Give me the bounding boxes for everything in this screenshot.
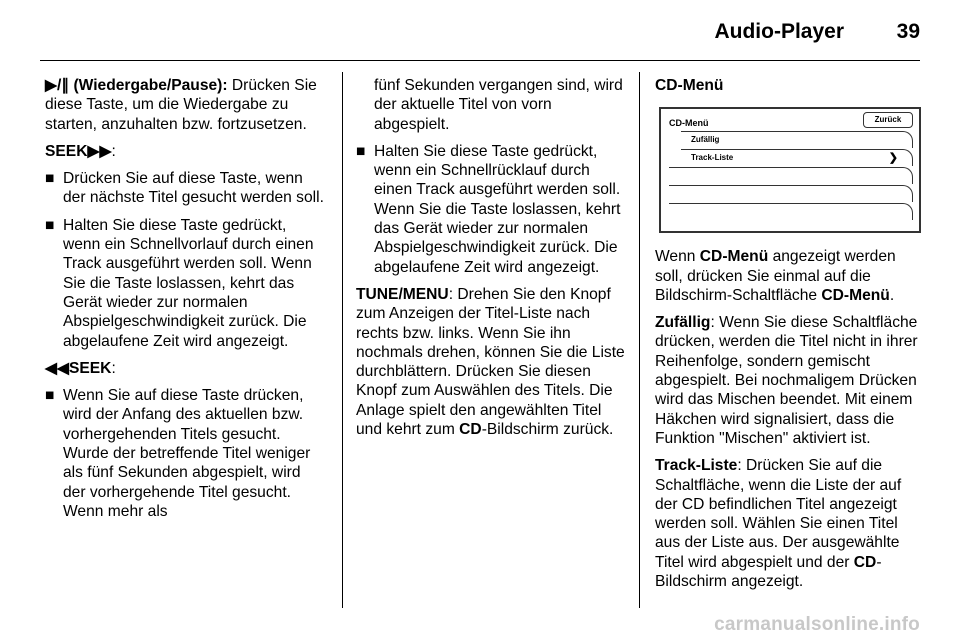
bullet-icon: ■: [356, 142, 366, 160]
figure-row-label: Zufällig: [691, 135, 720, 145]
track-list-paragraph: [655, 456, 920, 591]
header-rule: [40, 60, 920, 61]
tune-menu-label: TUNE/MENU: [356, 285, 449, 303]
column-3: [655, 76, 920, 599]
figure-title: CD-Menü: [669, 118, 709, 129]
seek-forward-heading: [45, 142, 325, 161]
track-list-text: : Drücken Sie auf die Schaltfläche, wenn die Liste der auf der CD befindlichen Titel angezeigt werden soll. Wählen Sie einen Titel aus der Liste aus. Der ausgewählte Titel wird abgespielt und der: [655, 457, 902, 571]
column-2: [356, 76, 628, 447]
bullet-icon: ■: [45, 170, 55, 188]
cd-menu-paragraph: [655, 247, 920, 305]
list-item: [45, 169, 325, 208]
text: angezeigt werden soll, drücken Sie einmal auf die Bildschirm-Schaltfläche: [655, 248, 896, 304]
list-item-text: Drücken Sie auf diese Taste, wenn der nächste Titel gesucht werden soll.: [63, 170, 324, 207]
chevron-right-icon: ❯: [888, 152, 898, 165]
figure-row-empty: [669, 185, 913, 202]
shuffle-text: : Wenn Sie diese Schaltfläche drücken, werden die Titel nicht in ihrer Reihenfolge, sondern gemischt abgespielt. Bei nochmaligem Drücken wird das Mischen beendet. Mit einem Häkchen wird signalisiert, dass die Funktion "Mischen" aktiviert ist.: [655, 314, 918, 447]
cd-menu-heading: CD-Menü: [655, 77, 724, 94]
bullet-icon: ■: [45, 387, 55, 405]
column-1: [45, 76, 325, 529]
track-list-label: Track-Liste: [655, 457, 738, 475]
bullet-icon: ■: [45, 216, 55, 234]
track-list-end: -Bildschirm angezeigt.: [655, 553, 882, 591]
figure-back-button: Zurück: [863, 112, 913, 128]
seek-forward-colon: :: [111, 142, 116, 160]
play-pause-text: Drücken Sie diese Taste, um die Wiedergabe zu starten, anzuhalten bzw. fortzusetzen.: [45, 77, 317, 133]
tune-menu-paragraph: [356, 285, 628, 439]
page-header: [40, 16, 920, 46]
list-item-text: fünf Sekunden vergangen sind, wird der aktuelle Titel von vorn abgespielt.: [374, 77, 623, 133]
shuffle-label: Zufällig: [655, 314, 711, 332]
tune-menu-end: -Bildschirm zurück.: [481, 421, 614, 439]
page-title: Audio-Player: [714, 20, 844, 43]
figure-row-shuffle: [681, 131, 913, 148]
list-item-text: Wenn Sie auf diese Taste drücken, wird der Anfang des aktuellen bzw. vorhergehenden Titels gesucht. Wurde der betreffende Titel weniger als fünf Sekunden abgespielt, wird der vorhergehende Titel gesucht. Wenn mehr als: [63, 387, 311, 520]
list-item: [356, 142, 628, 277]
seek-back-heading: [45, 359, 325, 378]
column-divider: [342, 72, 343, 608]
list-item-text: Halten Sie diese Taste gedrückt, wenn ein Schnellvorlauf durch einen Track ausgeführt werden soll. Wenn Sie die Taste loslassen, kehrt das Gerät wieder zur normalen Abspielgeschwindigkeit zurück. Die abgelaufene Zeit wird angezeigt.: [63, 216, 314, 350]
seek-forward-label: SEEK▶▶: [45, 142, 112, 160]
figure-row-empty: [669, 203, 913, 220]
list-item: [45, 216, 325, 351]
text: Wenn: [655, 248, 700, 266]
list-item-text: Halten Sie diese Taste gedrückt, wenn ein Schnellrücklauf durch einen Track ausgeführt werden soll. Wenn Sie die Taste loslassen, kehrt das Gerät wieder zur normalen Abspielgeschwindigkeit zurück. Die abgelaufene Zeit wird angezeigt.: [374, 142, 621, 276]
play-pause-label: ▶/∥ (Wiedergabe/Pause):: [45, 77, 228, 94]
cd-menu-figure: [659, 107, 921, 233]
figure-row-track-list: [681, 149, 913, 166]
tune-menu-text: : Drehen Sie den Knopf zum Anzeigen der Titel-Liste nach rechts bzw. links. Wenn Sie ihn nochmals drehen, können Sie die Liste durchblättern. Drücken Sie diesen Knopf zum Auswählen des Titels. Die Anlage spielt den angewählten Titel und kehrt zum: [356, 285, 625, 439]
column-divider: [639, 72, 640, 608]
cd-menu-label: CD-Menü: [821, 286, 890, 304]
cd-label: CD: [853, 553, 877, 571]
figure-row-label: Track-Liste: [691, 153, 734, 163]
play-pause-paragraph: [45, 76, 325, 134]
cd-menu-label: CD-Menü: [699, 248, 769, 266]
seek-back-label: ◀◀SEEK: [45, 359, 112, 377]
section-heading: [655, 76, 920, 95]
text: .: [889, 286, 895, 304]
watermark: carmanualsonline.info: [714, 614, 920, 635]
figure-row-empty: [669, 167, 913, 184]
list-item: [356, 76, 628, 134]
page-number: 39: [896, 20, 920, 43]
list-item: [45, 386, 325, 521]
seek-back-colon: :: [111, 359, 116, 377]
cd-label: CD: [459, 421, 482, 439]
shuffle-paragraph: [655, 313, 920, 448]
